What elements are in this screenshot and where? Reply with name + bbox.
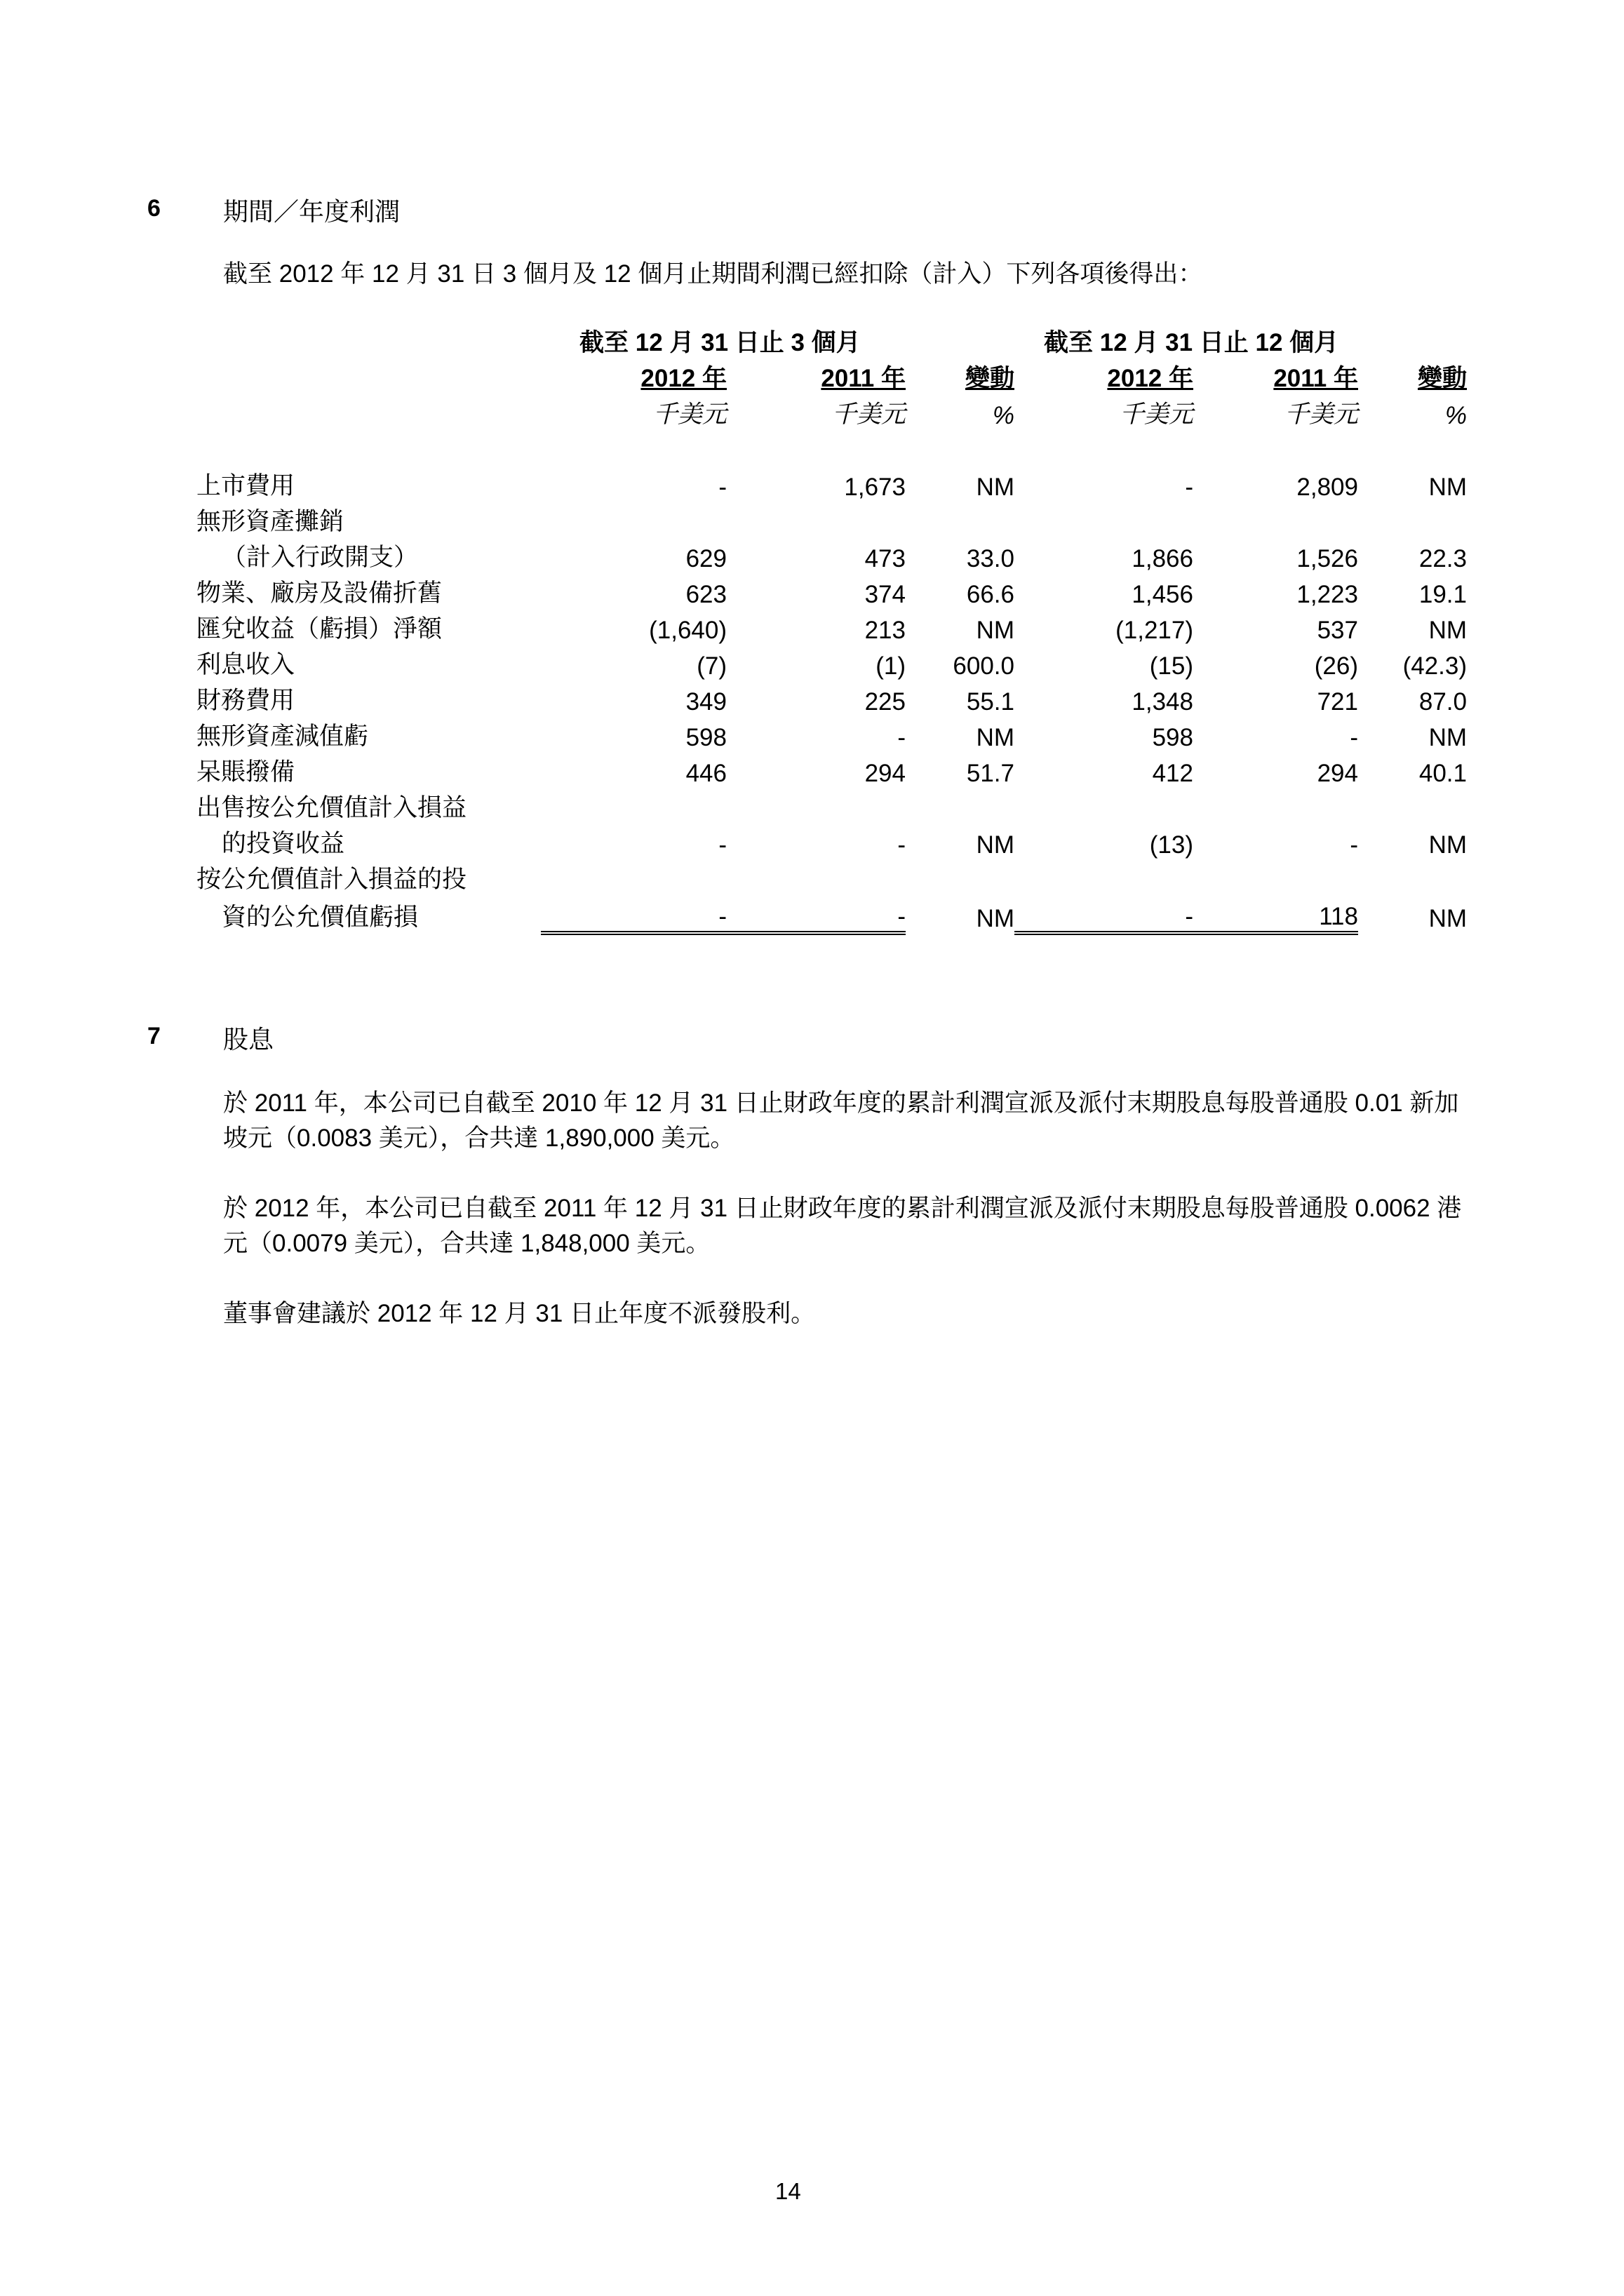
row-value: 19.1 (1418, 581, 1467, 608)
row-value (1358, 788, 1467, 824)
table-row (196, 502, 1467, 537)
row-value: 1,866 (1132, 545, 1193, 572)
row-value (906, 859, 1014, 895)
row-value (727, 502, 906, 537)
row-value: 87.0 (1418, 688, 1467, 716)
row-value (906, 502, 1014, 537)
row-value: (1) (875, 652, 906, 680)
row-label: 按公允價值計入損益的投 (196, 866, 467, 893)
row-value: 473 (864, 545, 906, 572)
row-value: (13) (1149, 831, 1193, 859)
dividend-paragraph-2012: 於 2012 年，本公司已自截至 2011 年 12 月 31 日止財政年度的累計利潤宣派及派付末期股息每股普通股 0.0062 港元（0.0079 美元），合共達 1,848,000 美元。 (223, 1195, 1462, 1257)
year-header: 2012 年 (1107, 365, 1193, 392)
row-value: 598 (1152, 724, 1193, 751)
row-value (727, 788, 906, 824)
row-label: 物業、廠房及設備折舊 (196, 579, 443, 607)
row-value: - (1014, 895, 1193, 933)
row-value (1358, 859, 1467, 895)
page-number: 14 (775, 2178, 801, 2204)
row-value: - (897, 724, 906, 751)
row-value: 598 (685, 724, 727, 751)
unit-header: 千美元 (1119, 401, 1193, 428)
row-label: （計入行政開支） (222, 544, 419, 571)
section-6-title: 期間／年度利潤 (223, 197, 401, 226)
change-header: 變動 (965, 365, 1014, 392)
table-row (196, 788, 1467, 824)
table-row (196, 680, 1467, 716)
table-row (196, 895, 1467, 933)
row-value: 600.0 (953, 652, 1014, 680)
dividend-paragraph-2011: 於 2011 年，本公司已自截至 2010 年 12 月 31 日止財政年度的累計利潤宣派及派付末期股息每股普通股 0.01 新加坡元（0.0083 美元），合共達 1,890,000 美元。 (223, 1089, 1459, 1152)
row-value: - (1350, 831, 1358, 859)
row-value: (26) (1314, 652, 1358, 680)
change-header: 變動 (1417, 365, 1467, 392)
row-value: 374 (864, 581, 906, 608)
unit-header: % (1444, 402, 1467, 429)
row-value: - (727, 895, 906, 933)
row-value (906, 788, 1014, 824)
row-label: 資的公允價值虧損 (222, 904, 419, 931)
row-label: 無形資產攤銷 (196, 508, 344, 535)
table-row (196, 824, 1467, 859)
row-label: 上市費用 (196, 472, 295, 499)
section-6-number: 6 (147, 195, 161, 222)
row-label: 的投資收益 (222, 830, 345, 857)
row-value: NM (1428, 724, 1467, 751)
row-value: (1,640) (649, 617, 727, 644)
row-value: - (718, 474, 727, 501)
table-row (196, 537, 1467, 573)
unit-header: 千美元 (652, 401, 727, 428)
section-7-title: 股息 (223, 1025, 274, 1054)
row-value: 1,223 (1296, 581, 1358, 608)
row-value: - (1350, 724, 1358, 751)
row-value (541, 788, 727, 824)
row-value: 537 (1317, 617, 1358, 644)
row-value: - (897, 831, 906, 859)
row-value (1193, 502, 1358, 537)
row-value: 225 (864, 688, 906, 716)
row-value: 349 (685, 688, 727, 716)
row-value: NM (1428, 831, 1467, 859)
profit-items-table (196, 323, 1467, 935)
row-value: NM (1428, 905, 1467, 932)
year-header-row (196, 358, 1467, 394)
row-value (541, 859, 727, 895)
unit-header: 千美元 (1284, 401, 1358, 428)
row-value (541, 502, 727, 537)
row-value: 446 (685, 760, 727, 787)
row-value: 33.0 (966, 545, 1014, 572)
row-value: 294 (864, 760, 906, 787)
table-body (196, 466, 1467, 933)
row-value: 1,456 (1132, 581, 1193, 608)
row-value: 623 (685, 581, 727, 608)
row-value: - (1185, 474, 1193, 501)
table-row (196, 752, 1467, 788)
dividend-recommendation: 董事會建議於 2012 年 12 月 31 日止年度不派發股利。 (223, 1300, 816, 1327)
row-value (1014, 788, 1193, 824)
row-value: - (541, 895, 727, 933)
row-value (1358, 502, 1467, 537)
table-row (196, 466, 1467, 502)
row-value: (7) (697, 652, 727, 680)
row-value: NM (976, 474, 1014, 501)
row-value: NM (976, 617, 1014, 644)
row-value: 55.1 (966, 688, 1014, 716)
unit-header: % (992, 402, 1014, 429)
row-value: NM (1428, 617, 1467, 644)
row-value: 294 (1317, 760, 1358, 787)
row-label: 匯兌收益（虧損）淨額 (196, 615, 443, 643)
row-label: 財務費用 (196, 687, 295, 714)
unit-header: 千美元 (831, 401, 906, 428)
row-value: NM (976, 724, 1014, 751)
row-value: 22.3 (1418, 545, 1467, 572)
table-row (196, 609, 1467, 645)
row-value: 40.1 (1418, 760, 1467, 787)
section-7-number: 7 (147, 1023, 161, 1049)
table-row (196, 859, 1467, 895)
unit-header-row (196, 394, 1467, 430)
row-value: 1,526 (1296, 545, 1358, 572)
row-value: NM (976, 905, 1014, 932)
row-value (727, 859, 906, 895)
row-value: NM (976, 831, 1014, 859)
row-value (1014, 859, 1193, 895)
spacer-row (196, 430, 1467, 466)
row-value: 118 (1193, 895, 1358, 933)
row-value: 721 (1317, 688, 1358, 716)
table-row (196, 716, 1467, 752)
row-value (1193, 788, 1358, 824)
row-value: 213 (864, 617, 906, 644)
year-header: 2012 年 (640, 365, 727, 392)
row-value: (1,217) (1115, 617, 1193, 644)
group-header-row (196, 323, 1467, 358)
table-row (196, 645, 1467, 680)
row-value: (42.3) (1402, 652, 1467, 680)
section-6-intro: 截至 2012 年 12 月 31 日 3 個月及 12 個月止期間利潤已經扣除（計入）下列各項後得出： (223, 260, 1203, 288)
group-header-3-months: 截至 12 月 31 日止 3 個月 (579, 329, 861, 356)
row-value: (15) (1149, 652, 1193, 680)
row-value (1014, 502, 1193, 537)
row-label: 利息收入 (196, 651, 295, 678)
row-label: 呆賬撥備 (196, 758, 295, 786)
table-row (196, 573, 1467, 609)
row-value: - (718, 831, 727, 859)
row-value: 51.7 (966, 760, 1014, 787)
row-value (1193, 859, 1358, 895)
row-value: 66.6 (966, 581, 1014, 608)
row-value: 2,809 (1296, 474, 1358, 501)
year-header: 2011 年 (821, 365, 906, 392)
row-value: 1,348 (1132, 688, 1193, 716)
row-value: NM (1428, 474, 1467, 501)
row-label: 出售按公允價值計入損益 (196, 794, 467, 821)
group-header-12-months: 截至 12 月 31 日止 12 個月 (1044, 329, 1339, 356)
row-value: 629 (685, 545, 727, 572)
row-value: 1,673 (844, 474, 906, 501)
row-value: 412 (1152, 760, 1193, 787)
year-header: 2011 年 (1273, 365, 1358, 392)
row-label: 無形資產減值虧 (196, 723, 369, 750)
